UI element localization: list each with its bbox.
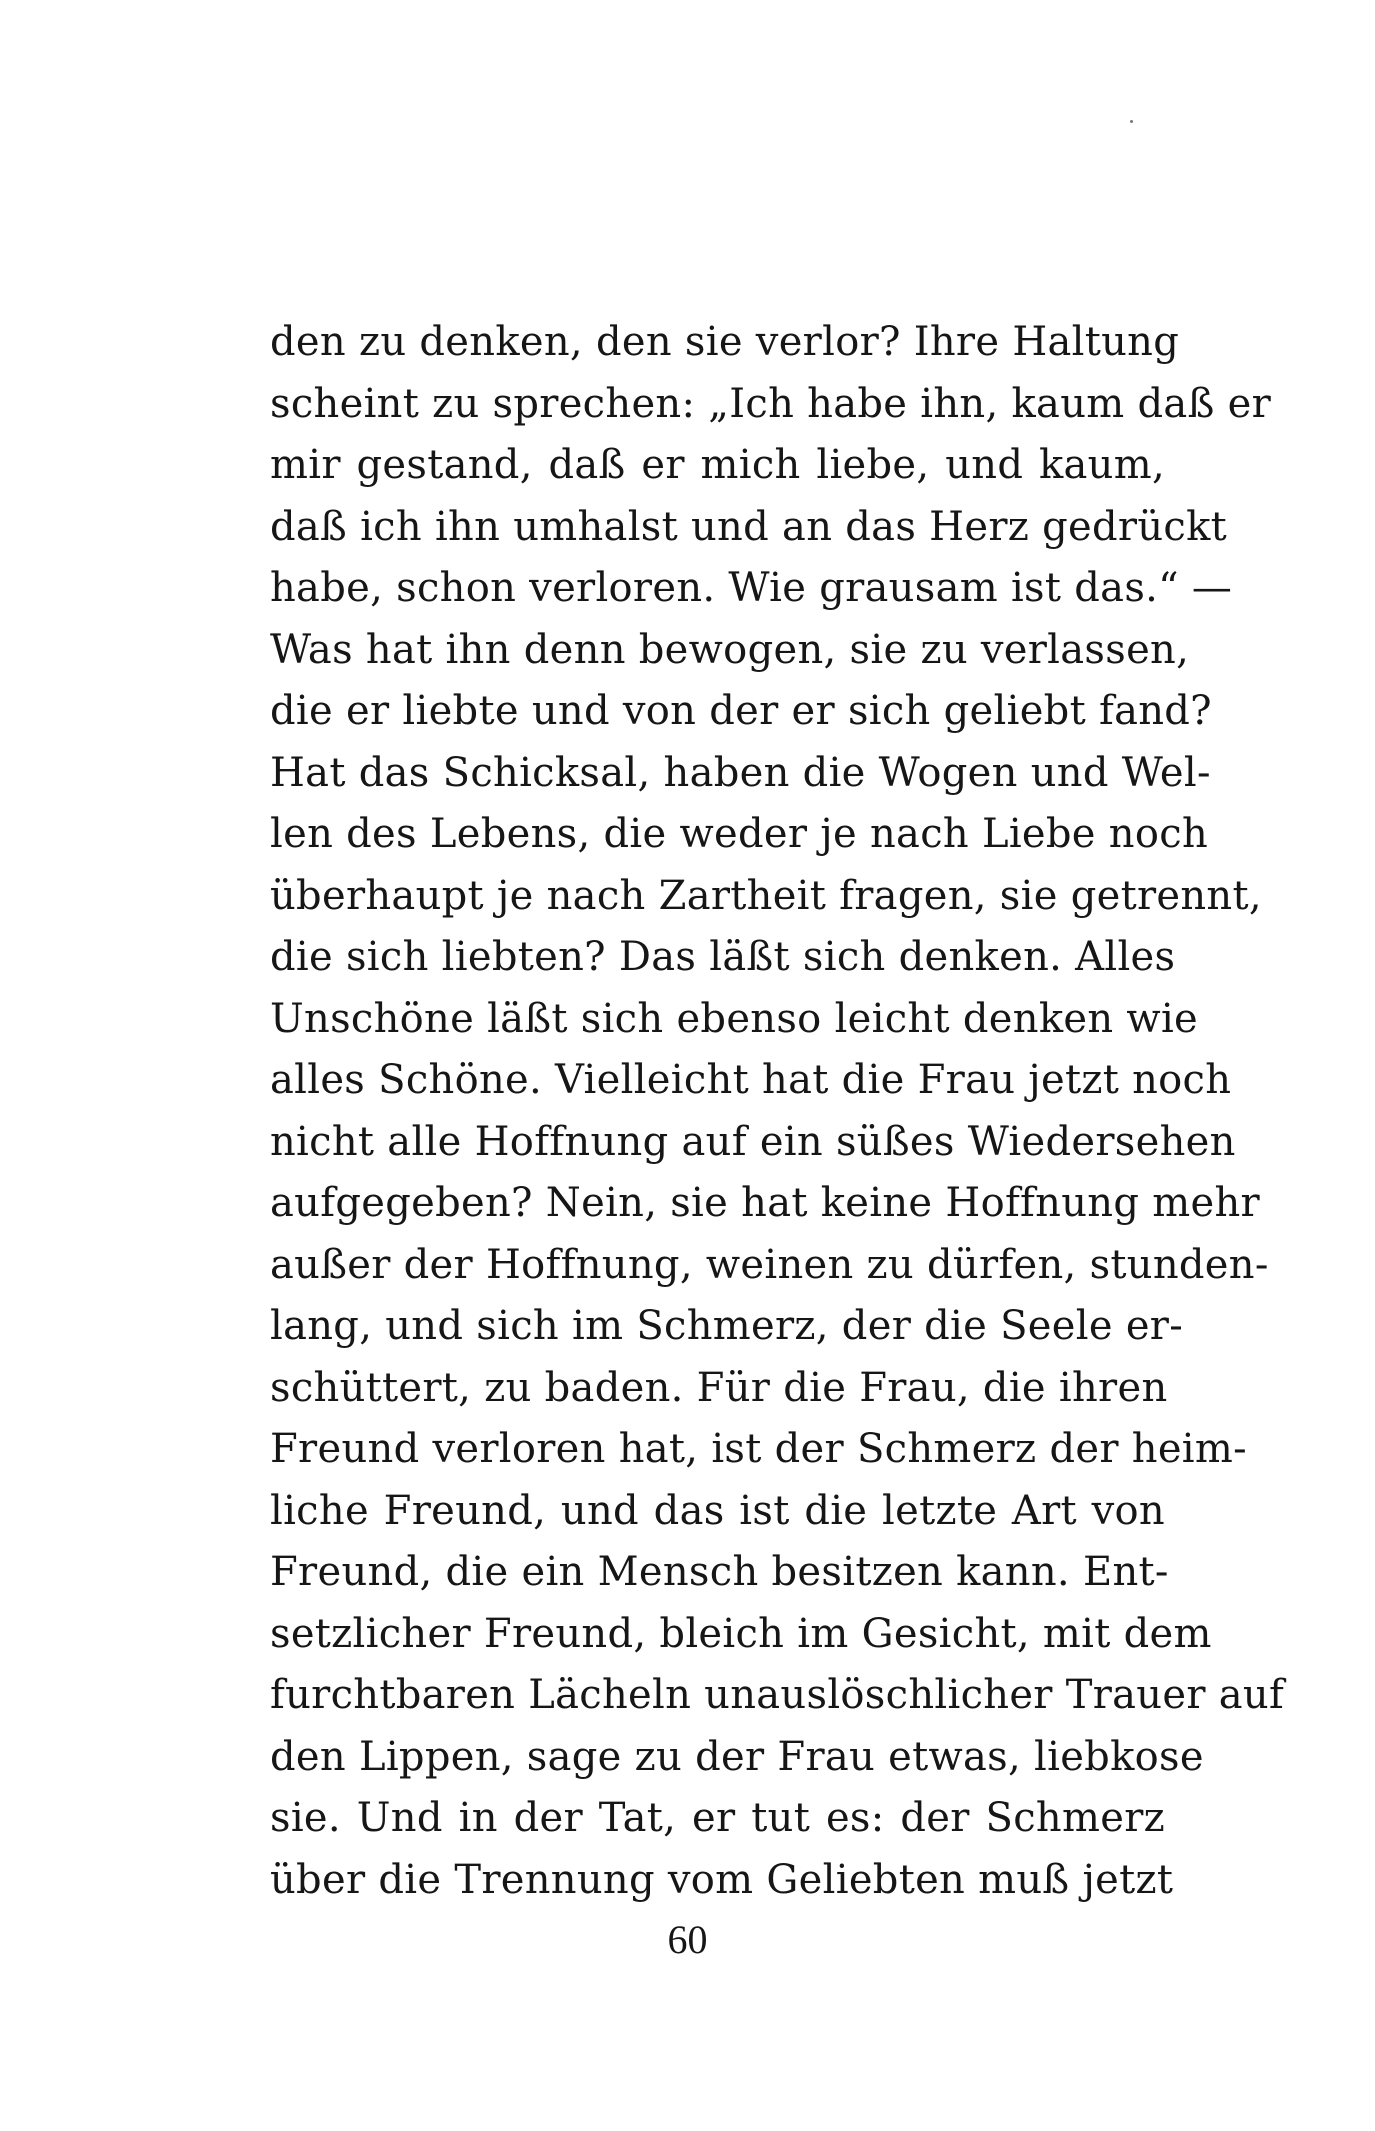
text-line: Freund verloren hat, ist der Schmerz der heim- [270, 1426, 1247, 1472]
text-line: habe, schon verloren. Wie grausam ist das.“ — [270, 565, 1233, 611]
text-line: scheint zu sprechen: „Ich habe ihn, kaum daß er [270, 380, 1271, 427]
text-line: die er liebte und von der er sich geliebt fand? [270, 688, 1212, 734]
text-line: mir gestand, daß er mich liebe, und kaum, [270, 442, 1165, 488]
text-line: lang, und sich im Schmerz, der die Seele er- [270, 1303, 1184, 1349]
text-line: Unschöne läßt sich ebenso leicht denken wie [270, 995, 1199, 1042]
text-line: Was hat ihn denn bewogen, sie zu verlassen, [270, 626, 1190, 673]
text-line: überhaupt je nach Zartheit fragen, sie getrennt, [270, 872, 1262, 919]
text-line: nicht alle Hoffnung auf ein süßes Wiedersehen [270, 1118, 1236, 1165]
text-line: setzlicher Freund, bleich im Gesicht, mit dem [270, 1610, 1212, 1657]
text-line: furchtbaren Lächeln unauslöschlicher Trauer auf [270, 1672, 1285, 1718]
text-line: aufgegeben? Nein, sie hat keine Hoffnung mehr [270, 1180, 1260, 1226]
text-line: außer der Hoffnung, weinen zu dürfen, stunden- [270, 1241, 1269, 1288]
text-line: alles Schöne. Vielleicht hat die Frau jetzt noch [270, 1057, 1232, 1103]
text-line: den Lippen, sage zu der Frau etwas, liebkose [270, 1733, 1204, 1780]
text-line: sie. Und in der Tat, er tut es: der Schmerz [270, 1795, 1165, 1841]
text-line: den zu denken, den sie verlor? Ihre Haltung [270, 319, 1180, 365]
body-text [270, 312, 1285, 1911]
text-line: len des Lebens, die weder je nach Liebe noch [270, 811, 1209, 857]
text-line: daß ich ihn umhalst und an das Herz gedrückt [270, 503, 1228, 550]
text-line: die sich liebten? Das läßt sich denken. Alles [270, 934, 1176, 980]
text-line: Hat das Schicksal, haben die Wogen und Wel- [270, 749, 1211, 796]
text-line: liche Freund, und das ist die letzte Art von [270, 1487, 1165, 1534]
text-line: schüttert, zu baden. Für die Frau, die ihren [270, 1364, 1168, 1411]
paper-speck [1130, 120, 1133, 123]
text-line: über die Trennung vom Geliebten muß jetzt [270, 1856, 1174, 1903]
page-number: 60 [667, 1917, 708, 1962]
text-line: Freund, die ein Mensch besitzen kann. Ent- [270, 1549, 1169, 1595]
